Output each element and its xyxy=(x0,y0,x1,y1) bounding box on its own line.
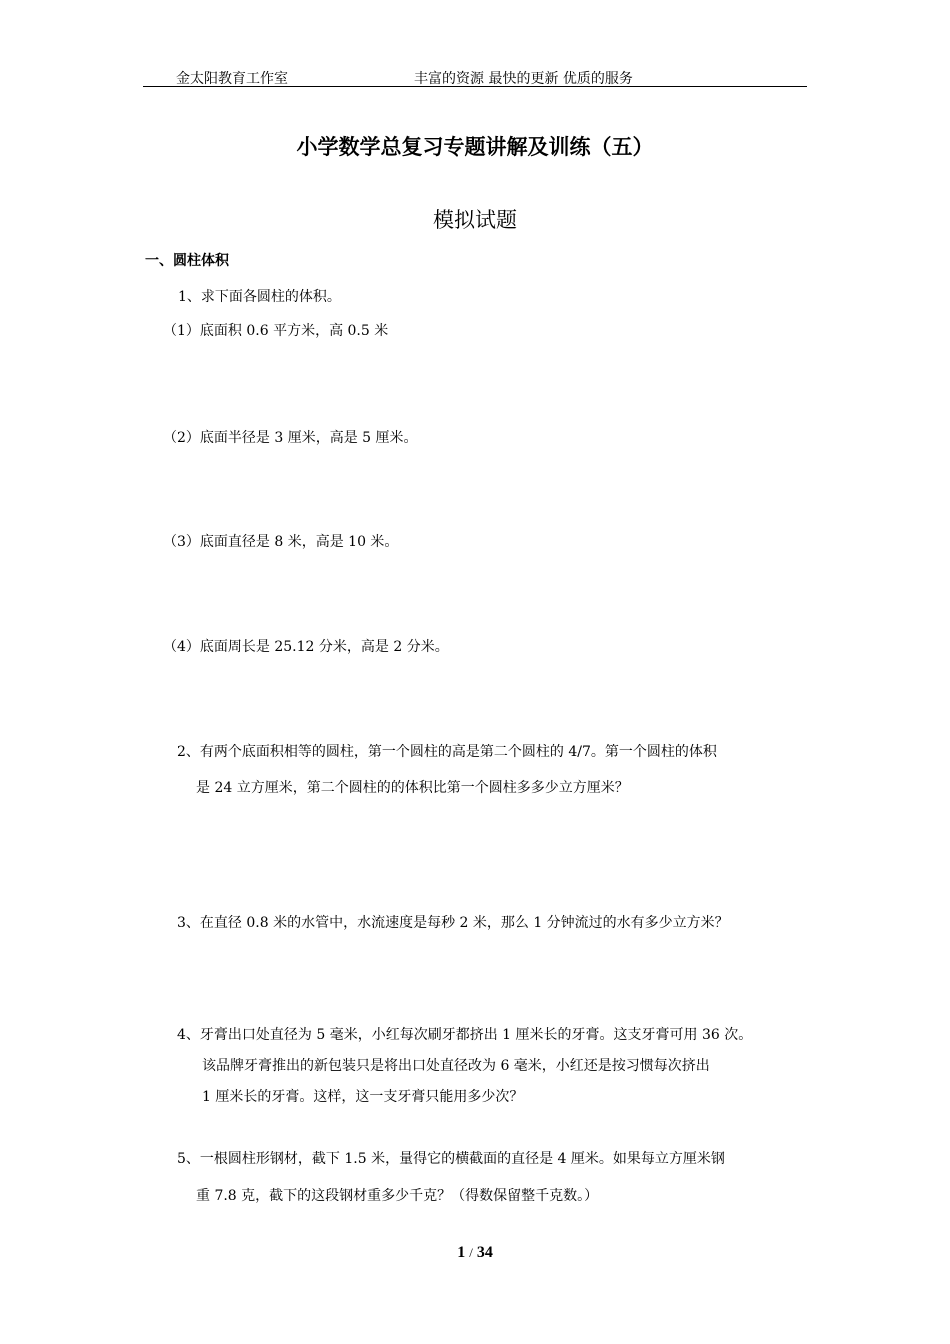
page-number xyxy=(0,1244,950,1262)
document-subtitle: 模拟试题 xyxy=(433,208,517,232)
page-separator: / xyxy=(469,1245,473,1260)
document-title: 小学数学总复习专题讲解及训练（五） xyxy=(296,135,654,159)
question-1-item-1: （1）底面积 0.6 平方米，高 0.5 米 xyxy=(163,323,389,339)
header-divider xyxy=(143,86,807,87)
question-1-prompt: 1、求下面各圆柱的体积。 xyxy=(178,289,341,305)
question-2-line-1: 2、有两个底面积相等的圆柱，第一个圆柱的高是第二个圆柱的 4/7。第一个圆柱的体积 xyxy=(177,744,717,760)
question-4-line-3: 1 厘米长的牙膏。这样，这一支牙膏只能用多少次？ xyxy=(202,1089,524,1105)
question-5-line-2: 重 7.8 克，截下的这段钢材重多少千克？（得数保留整千克数。） xyxy=(196,1188,599,1204)
header-left-text: 金太阳教育工作室 xyxy=(176,71,288,87)
page-current: 1 xyxy=(457,1244,466,1261)
section-heading: 一、圆柱体积 xyxy=(145,253,229,269)
question-1-item-2: （2）底面半径是 3 厘米，高是 5 厘米。 xyxy=(163,430,418,446)
page-total: 34 xyxy=(476,1244,493,1261)
question-1-item-4: （4）底面周长是 25.12 分米，高是 2 分米。 xyxy=(163,639,449,655)
question-4-line-2: 该品牌牙膏推出的新包装只是将出口处直径改为 6 毫米，小红还是按习惯每次挤出 xyxy=(202,1058,710,1074)
header-right-text: 丰富的资源 最快的更新 优质的服务 xyxy=(414,71,633,87)
question-4-line-1: 4、牙膏出口处直径为 5 毫米，小红每次刷牙都挤出 1 厘米长的牙膏。这支牙膏可用 36 次。 xyxy=(177,1027,753,1043)
question-5-line-1: 5、一根圆柱形钢材，截下 1.5 米，量得它的横截面的直径是 4 厘米。如果每立方厘米钢 xyxy=(177,1151,725,1167)
question-1-item-3: （3）底面直径是 8 米，高是 10 米。 xyxy=(163,534,399,550)
question-3-line-1: 3、在直径 0.8 米的水管中，水流速度是每秒 2 米，那么 1 分钟流过的水有多少立方米？ xyxy=(177,915,729,931)
question-2-line-2: 是 24 立方厘米，第二个圆柱的的体积比第一个圆柱多多少立方厘米？ xyxy=(196,780,629,796)
